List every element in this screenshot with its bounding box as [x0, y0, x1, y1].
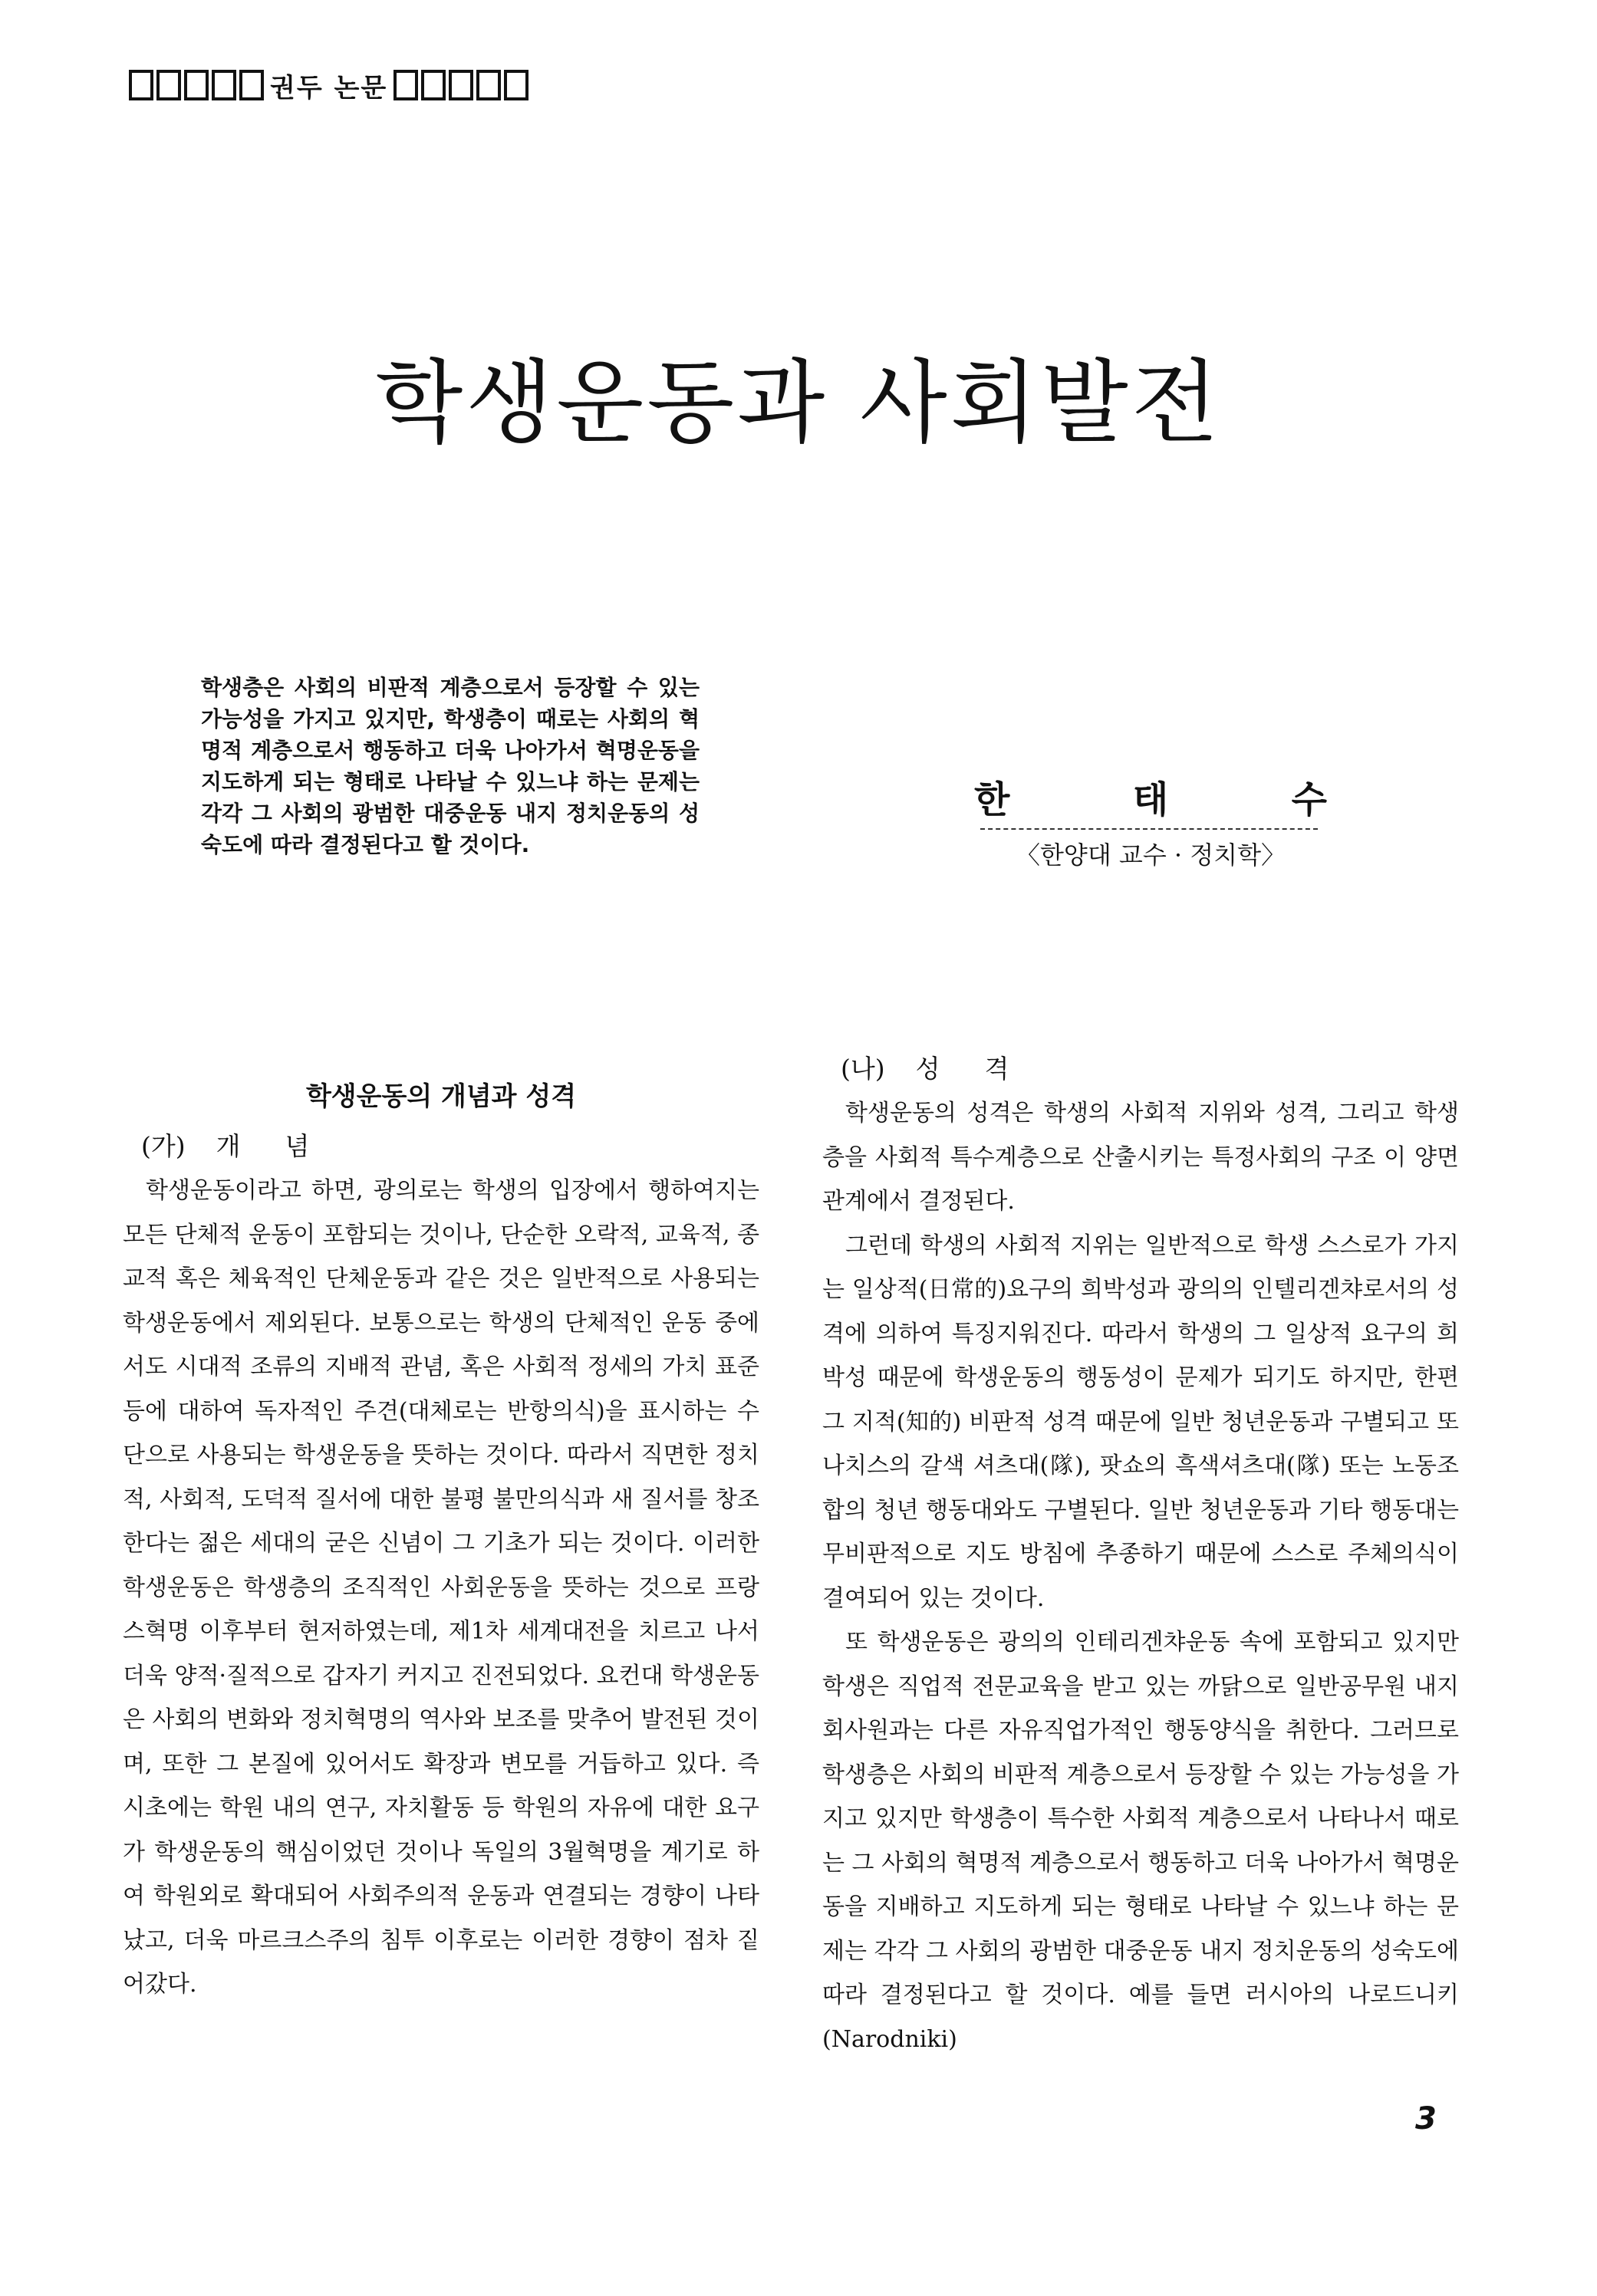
left-column — [123, 1048, 759, 2007]
header-box-ornament-left — [129, 70, 264, 100]
author-affiliation: 〈한양대 교수 · 정치학〉 — [1016, 840, 1286, 870]
right-column — [822, 1048, 1459, 2061]
header-box-ornament-right — [393, 70, 528, 100]
abstract: 학생층은 사회의 비판적 계층으로서 등장할 수 있는 가능성을 가지고 있지만, 학생층이 때로는 사회의 혁명적 계층으로서 행동하고 더욱 나아가서 혁명운동을 지도하게 되는 형태로 나타날 수 있느냐 하는 문제는 각각 그 사회의 광범한 대중운동 내지 정치운동의 성숙도에 따라 결정된다고 할 것이다. — [201, 675, 700, 857]
author-name-char: 수 — [1291, 778, 1327, 821]
subheading-number: (나) — [841, 1054, 885, 1084]
subheading-number: (가) — [141, 1131, 186, 1161]
running-header — [129, 64, 528, 106]
author-name-char: 태 — [1132, 778, 1169, 821]
body-paragraph: 그런데 학생의 사회적 지위는 일반적으로 학생 스스로가 가지는 일상적(日常的)요구의 희박성과 광의의 인텔리겐챠로서의 성격에 의하여 특징지워진다. 따라서 학생의 그 일상적 요구의 희박성 때문에 학생운동의 행동성이 문제가 되기도 하지만, 한편 그 지적(知的) 비판적 성격 때문에 일반 청년운동과 구별되고 또 나치스의 갈색 셔츠대(隊), 팟쇼의 흑색셔츠대(隊) 또는 노동조합의 청년 행동대와도 구별된다. 일반 청년운동과 기타 행동대는 무비판적으로 지도 방침에 추종하기 때문에 스스로 주체의식이 결여되어 있는 것이다. — [822, 1232, 1459, 1612]
author-name-char: 한 — [974, 778, 1010, 821]
subheading-character — [841, 1049, 1459, 1085]
subheading-text: 성격 — [915, 1054, 1054, 1084]
author-name — [974, 770, 1327, 823]
subheading-text: 개념 — [216, 1131, 354, 1161]
body-paragraph: 학생운동의 성격은 학생의 사회적 지위와 성격, 그리고 학생층을 사회적 특수계층으로 산출시키는 특정사회의 구조 이 양면관계에서 결정된다. — [822, 1100, 1459, 1215]
running-header-label: 권두 논문 — [270, 72, 388, 104]
body-paragraph: 또 학생운동은 광의의 인테리겐챠운동 속에 포함되고 있지만 학생은 직업적 전문교육을 받고 있는 까닭으로 일반공무원 내지 회사원과는 다른 자유직업가적인 행동양식을 취한다. 그러므로 학생층은 사회의 비판적 계층으로서 등장할 수 있는 가능성을 가지고 있지만 학생층이 특수한 사회적 계층으로서 나타나서 때로는 그 사회의 혁명적 계층으로서 행동하고 더욱 나아가서 혁명운동을 지배하고 지도하게 되는 형태로 나타날 수 있느냐 하는 문제는 각각 그 사회의 광범한 대중운동 내지 정치운동의 성숙도에 따라 결정된다고 할 것이다. 예를 들면 러시아의 나로드니키(Narodniki) — [822, 1629, 1459, 2053]
body-paragraph: 학생운동이라고 하면, 광의로는 학생의 입장에서 행하여지는 모든 단체적 운동이 포함되는 것이나, 단순한 오락적, 교육적, 종교적 혹은 체육적인 단체운동과 같은 것은 일반적으로 사용되는 학생운동에서 제외된다. 보통으로는 학생의 단체적인 운동 중에서도 시대적 조류의 지배적 관념, 혹은 사회적 정세의 가치 표준 등에 대하여 독자적인 주견(대체로는 반항의식)을 표시하는 수단으로 사용되는 학생운동을 뜻하는 것이다. 따라서 직면한 정치적, 사회적, 도덕적 질서에 대한 불평 불만의식과 새 질서를 창조한다는 젊은 세대의 굳은 신념이 그 기초가 되는 것이다. 이러한 학생운동은 학생층의 조직적인 사회운동을 뜻하는 것으로 프랑스혁명 이후부터 현저하였는데, 제1차 세계대전을 치르고 나서 더욱 양적·질적으로 갑자기 커지고 진전되었다. 요컨대 학생운동은 사회의 변화와 정치혁명의 역사와 보조를 맞추어 발전된 것이며, 또한 그 본질에 있어서도 확장과 변모를 거듭하고 있다. 즉 시초에는 학원 내의 연구, 자치활동 등 학원의 자유에 대한 요구가 학생운동의 핵심이었던 것이나 독일의 3월혁명을 계기로 하여 학원외로 확대되어 사회주의적 운동과 연결되는 경향이 나타났고, 더욱 마르크스주의 침투 이후로는 이러한 경향이 점차 짙어갔다. — [123, 1177, 759, 1998]
article-title: 학생운동과 사회발전 — [375, 350, 1222, 456]
section-heading: 학생운동의 개념과 성격 — [305, 1081, 577, 1112]
subheading-concept — [141, 1127, 759, 1163]
author-divider — [980, 828, 1318, 830]
page-number: 3 — [1415, 2101, 1437, 2136]
